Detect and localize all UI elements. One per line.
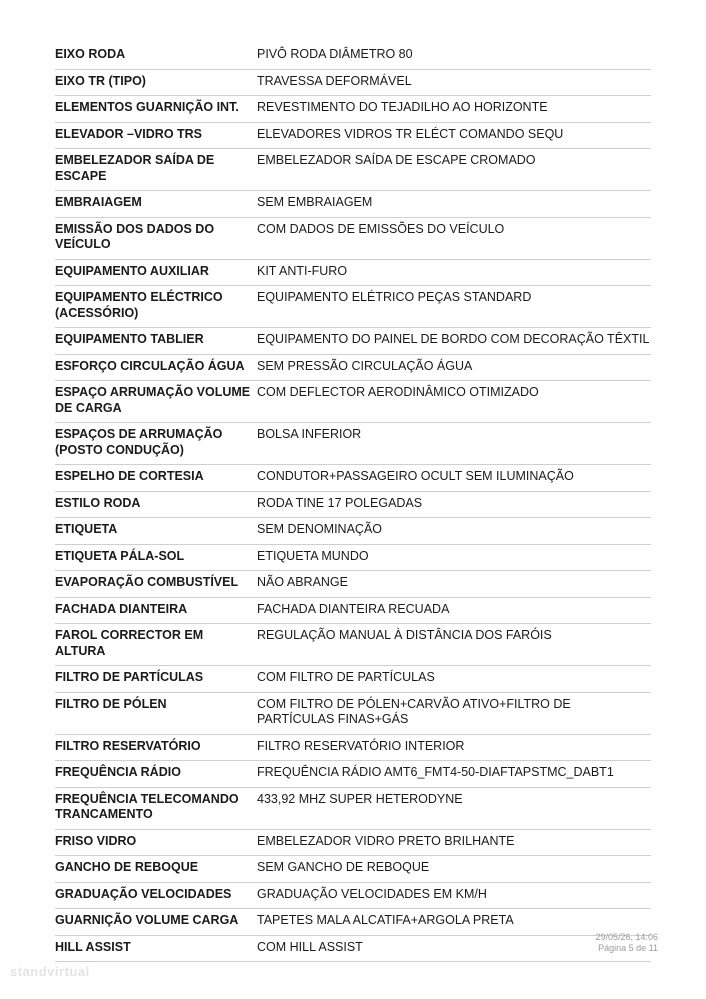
table-row: [55, 545, 651, 572]
row-value: FACHADA DIANTEIRA RECUADA: [257, 601, 450, 616]
row-key: GUARNIÇÃO VOLUME CARGA: [55, 913, 239, 927]
row-value: FILTRO RESERVATÓRIO INTERIOR: [257, 738, 465, 753]
row-value: COM HILL ASSIST: [257, 939, 363, 954]
table-row: [55, 43, 651, 70]
row-value: KIT ANTI-FURO: [257, 263, 348, 278]
table-row: [55, 260, 651, 287]
row-key: FILTRO DE PÓLEN: [55, 696, 167, 711]
row-value: SEM PRESSÃO CIRCULAÇÃO ÁGUA: [257, 358, 473, 373]
page-footer: [595, 932, 658, 954]
table-row: [55, 666, 651, 693]
watermark-logo: standvirtual: [10, 964, 90, 979]
row-key: FRISO VIDRO: [55, 833, 137, 848]
row-value: SEM DENOMINAÇÃO: [257, 522, 383, 536]
row-key: ESPAÇOS DE ARRUMAÇÃO (POSTO CONDUÇÃO): [55, 427, 223, 457]
row-key: FREQUÊNCIA RÁDIO: [55, 765, 181, 779]
row-value: EMBELEZADOR SAÍDA DE ESCAPE CROMADO: [257, 153, 536, 167]
row-value: TAPETES MALA ALCATIFA+ARGOLA PRETA: [257, 913, 514, 927]
row-key: EQUIPAMENTO TABLIER: [55, 332, 204, 346]
row-key: ESPELHO DE CORTESIA: [55, 469, 204, 483]
table-row: [55, 492, 651, 519]
row-value: FREQUÊNCIA RÁDIO AMT6_FMT4-50-DIAFTAPSTMC_DABT1: [257, 765, 614, 779]
table-row: [55, 518, 651, 545]
row-key: FILTRO RESERVATÓRIO: [55, 738, 201, 753]
table-row: [55, 830, 651, 857]
row-value: REVESTIMENTO DO TEJADILHO AO HORIZONTE: [257, 100, 548, 114]
row-key: FILTRO DE PARTÍCULAS: [55, 670, 204, 684]
row-key: ELEVADOR –VIDRO TRS: [55, 126, 203, 141]
table-row: [55, 693, 651, 735]
footer-datetime: 29/05/26, 14:06: [595, 932, 658, 942]
table-row: [55, 598, 651, 625]
row-key: ETIQUETA: [55, 522, 118, 536]
table-row: [55, 936, 651, 963]
table-row: [55, 96, 651, 123]
table-row: [55, 355, 651, 382]
row-key: ESFORÇO CIRCULAÇÃO ÁGUA: [55, 358, 245, 373]
table-row: [55, 191, 651, 218]
row-value: TRAVESSA DEFORMÁVEL: [257, 73, 412, 88]
row-value: COM DEFLECTOR AERODINÂMICO OTIMIZADO: [257, 385, 539, 399]
row-key: GRADUAÇÃO VELOCIDADES: [55, 886, 232, 901]
table-row: [55, 465, 651, 492]
row-key: FAROL CORRECTOR EM ALTURA: [55, 628, 204, 658]
table-row: [55, 735, 651, 762]
spec-table: [55, 43, 651, 962]
table-row: [55, 624, 651, 666]
row-key: GANCHO DE REBOQUE: [55, 860, 199, 874]
row-key: ETIQUETA PÁLA-SOL: [55, 548, 185, 563]
row-value: SEM GANCHO DE REBOQUE: [257, 860, 430, 874]
row-key: FREQUÊNCIA TELECOMANDO TRANCAMENTO: [55, 791, 239, 821]
table-row: [55, 909, 651, 936]
row-value: COM DADOS DE EMISSÕES DO VEÍCULO: [257, 221, 505, 236]
row-value: ELEVADORES VIDROS TR ELÉCT COMANDO SEQU: [257, 126, 564, 141]
footer-page-number: Página 5 de 11: [598, 943, 658, 953]
row-value: COM FILTRO DE PARTÍCULAS: [257, 670, 435, 684]
row-value: REGULAÇÃO MANUAL À DISTÂNCIA DOS FARÓIS: [257, 628, 552, 642]
row-value: ETIQUETA MUNDO: [257, 548, 369, 563]
row-key: EMBELEZADOR SAÍDA DE ESCAPE: [55, 153, 215, 183]
row-value: EMBELEZADOR VIDRO PRETO BRILHANTE: [257, 833, 515, 848]
table-row: [55, 883, 651, 910]
table-row: [55, 571, 651, 598]
row-value: NÃO ABRANGE: [257, 575, 348, 589]
table-row: [55, 761, 651, 788]
row-value: RODA TINE 17 POLEGADAS: [257, 495, 423, 510]
row-value: COM FILTRO DE PÓLEN+CARVÃO ATIVO+FILTRO DE PARTÍCULAS FINAS+GÁS: [257, 696, 571, 726]
table-row: [55, 70, 651, 97]
row-key: ESPAÇO ARRUMAÇÃO VOLUME DE CARGA: [55, 385, 251, 415]
row-key: ELEMENTOS GUARNIÇÃO INT.: [55, 100, 239, 114]
row-value: BOLSA INFERIOR: [257, 427, 362, 441]
row-key: EMBRAIAGEM: [55, 195, 142, 209]
table-row: [55, 788, 651, 830]
row-value: CONDUTOR+PASSAGEIRO OCULT SEM ILUMINAÇÃO: [257, 469, 574, 483]
row-key: EIXO RODA: [55, 47, 126, 61]
table-row: [55, 149, 651, 191]
row-key: ESTILO RODA: [55, 495, 141, 510]
table-row: [55, 423, 651, 465]
row-key: EIXO TR (TIPO): [55, 73, 146, 88]
row-value: 433,92 MHZ SUPER HETERODYNE: [257, 791, 463, 806]
table-row: [55, 328, 651, 355]
table-row: [55, 218, 651, 260]
row-value: PIVÔ RODA DIÂMETRO 80: [257, 47, 413, 61]
row-key: EVAPORAÇÃO COMBUSTÍVEL: [55, 575, 239, 589]
table-row: [55, 856, 651, 883]
table-row: [55, 381, 651, 423]
row-value: EQUIPAMENTO ELÉTRICO PEÇAS STANDARD: [257, 290, 532, 304]
row-key: EQUIPAMENTO ELÉCTRICO (ACESSÓRIO): [55, 290, 223, 320]
row-key: FACHADA DIANTEIRA: [55, 601, 188, 616]
row-key: EQUIPAMENTO AUXILIAR: [55, 263, 209, 278]
row-value: EQUIPAMENTO DO PAINEL DE BORDO COM DECORAÇÃO TÊXTIL: [257, 332, 650, 346]
row-key: HILL ASSIST: [55, 939, 131, 954]
table-row: [55, 286, 651, 328]
row-key: EMISSÃO DOS DADOS DO VEÍCULO: [55, 221, 215, 251]
table-row: [55, 123, 651, 150]
row-value: SEM EMBRAIAGEM: [257, 195, 373, 209]
row-value: GRADUAÇÃO VELOCIDADES EM KM/H: [257, 886, 487, 901]
